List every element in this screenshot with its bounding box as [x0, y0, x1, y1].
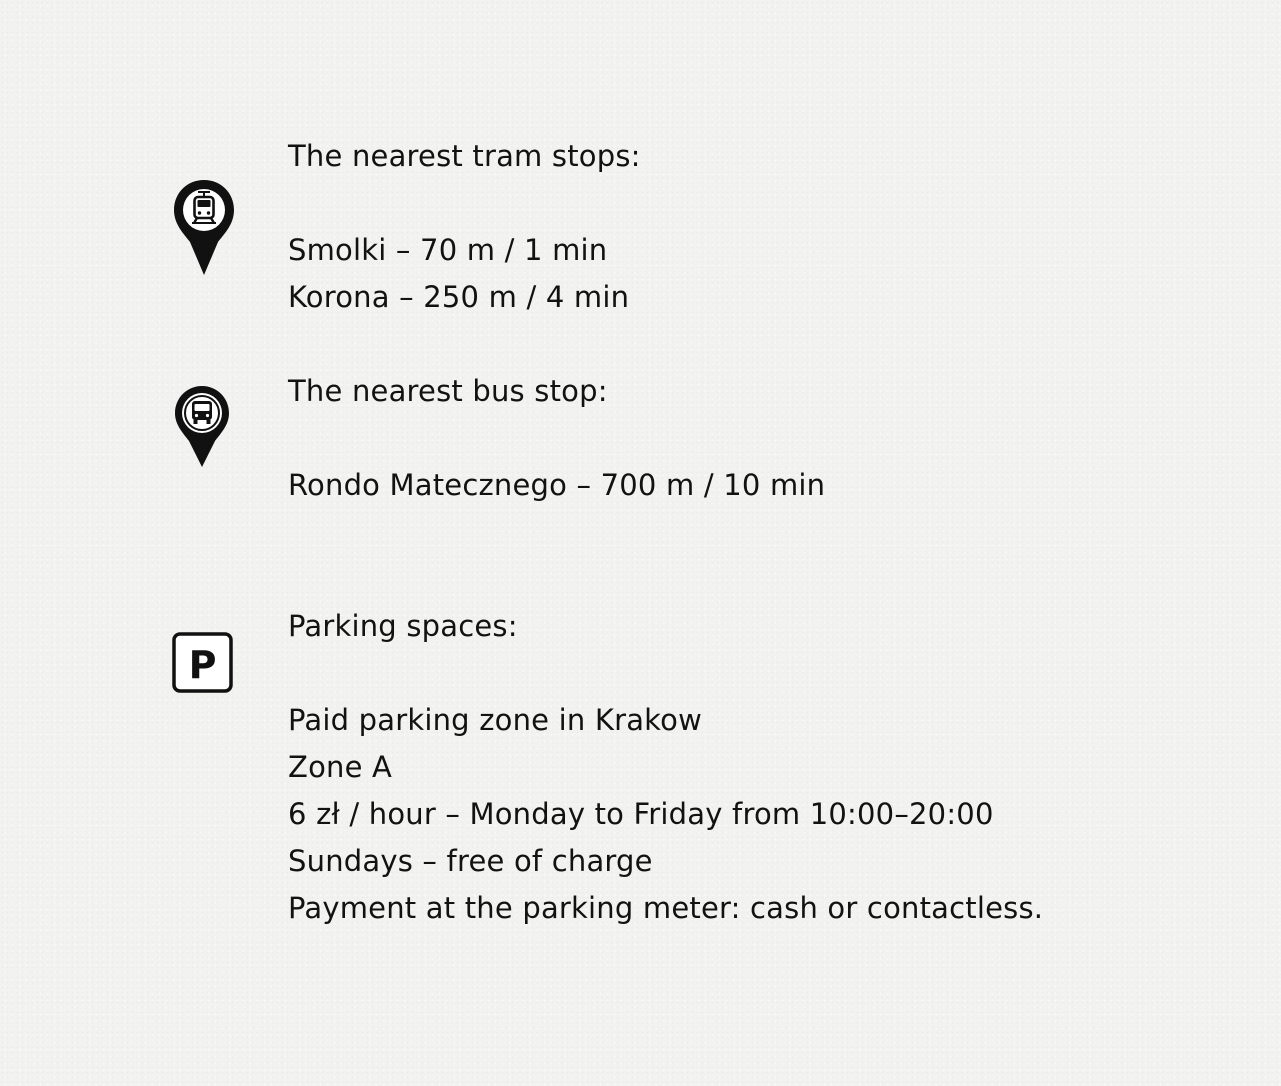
parking-icon-letter: P: [188, 643, 217, 687]
parking-line: Sundays – free of charge: [288, 844, 653, 878]
tram-section: [288, 133, 641, 321]
parking-icon: [172, 632, 234, 694]
parking-line: 6 zł / hour – Monday to Friday from 10:00–20:00: [288, 797, 994, 831]
bus-heading: The nearest bus stop:: [288, 374, 608, 408]
parking-line: Paid parking zone in Krakow: [288, 703, 702, 737]
tram-pin-icon: [172, 178, 236, 278]
tram-heading: The nearest tram stops:: [288, 139, 641, 173]
tram-stop: Korona – 250 m / 4 min: [288, 280, 630, 314]
bus-stop: Rondo Matecznego – 700 m / 10 min: [288, 468, 826, 502]
bus-pin-icon: [173, 384, 231, 470]
bus-section: [288, 368, 825, 509]
parking-heading: Parking spaces:: [288, 609, 518, 643]
tram-stop: Smolki – 70 m / 1 min: [288, 233, 608, 267]
parking-line: Zone A: [288, 750, 393, 784]
parking-line: Payment at the parking meter: cash or contactless.: [288, 891, 1044, 925]
parking-section: [288, 603, 1043, 932]
